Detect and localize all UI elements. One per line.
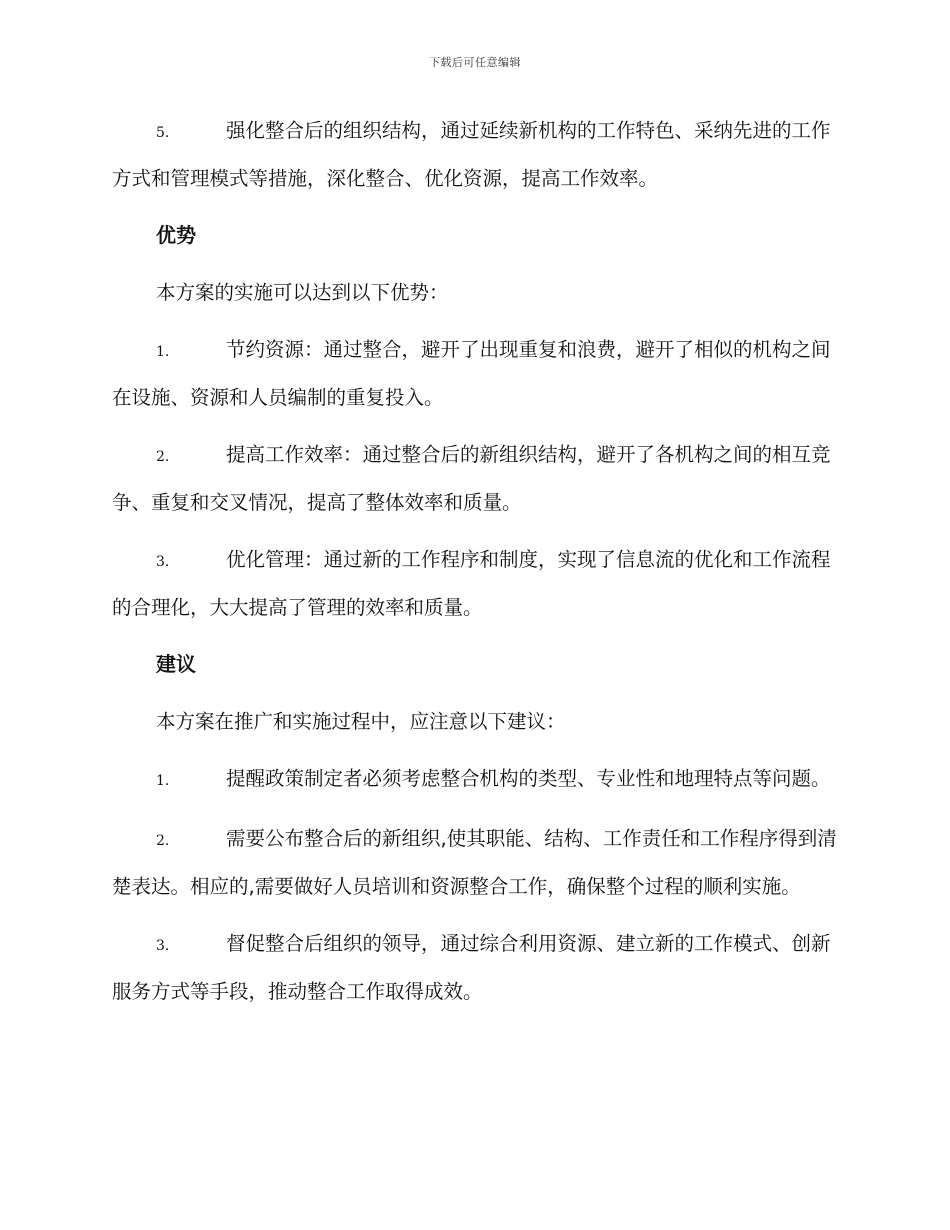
list-item-number: 2.: [156, 449, 170, 465]
list-item: [112, 816, 840, 909]
list-item-number: 1.: [156, 344, 170, 360]
list-item-text: 节约资源：通过整合，避开了出现重复和浪费，避开了相似的机构之间在设施、资源和人员编制的重复投入。: [112, 338, 831, 409]
list-item-number: 3.: [156, 938, 170, 954]
section-intro-suggestions: 本方案在推广和实施过程中，应注意以下建议：: [156, 710, 566, 733]
list-item: [112, 756, 840, 804]
list-item-text: 督促整合后组织的领导，通过综合利用资源、建立新的工作模式、创新服务方式等手段，推动整合工作取得成效。: [112, 932, 831, 1003]
list-item-text: 优化管理：通过新的工作程序和制度，实现了信息流的优化和工作流程的合理化，大大提高了管理的效率和质量。: [112, 548, 831, 619]
list-item-text: 需要公布整合后的新组织,使其职能、结构、工作责任和工作程序得到清楚表达。相应的,需要做好人员培训和资源整合工作，确保整个过程的顺利实施。: [112, 827, 837, 898]
list-item-number: 5.: [156, 125, 170, 141]
list-item-number: 3.: [156, 554, 170, 570]
section-heading-advantages: 优势: [156, 223, 196, 247]
list-item: [112, 537, 840, 630]
list-item-number: 2.: [156, 833, 170, 849]
list-item: [112, 921, 840, 1014]
list-item: [112, 432, 840, 525]
section-intro-advantages: 本方案的实施可以达到以下优势：: [156, 281, 449, 304]
list-item-text: 提高工作效率：通过整合后的新组织结构，避开了各机构之间的相互竞争、重复和交叉情况，提高了整体效率和质量。: [112, 443, 831, 514]
list-item: [112, 108, 840, 201]
list-item: [112, 327, 840, 420]
section-heading-suggestions: 建议: [156, 652, 196, 676]
page-header: 下载后可任意编辑: [429, 56, 521, 69]
list-item-text: 强化整合后的组织结构，通过延续新机构的工作特色、采纳先进的工作方式和管理模式等措施，深化整合、优化资源，提高工作效率。: [112, 119, 831, 190]
list-item-text: 提醒政策制定者必须考虑整合机构的类型、专业性和地理特点等问题。: [226, 767, 831, 790]
list-item-number: 1.: [156, 773, 170, 789]
document-body: [112, 108, 840, 1026]
